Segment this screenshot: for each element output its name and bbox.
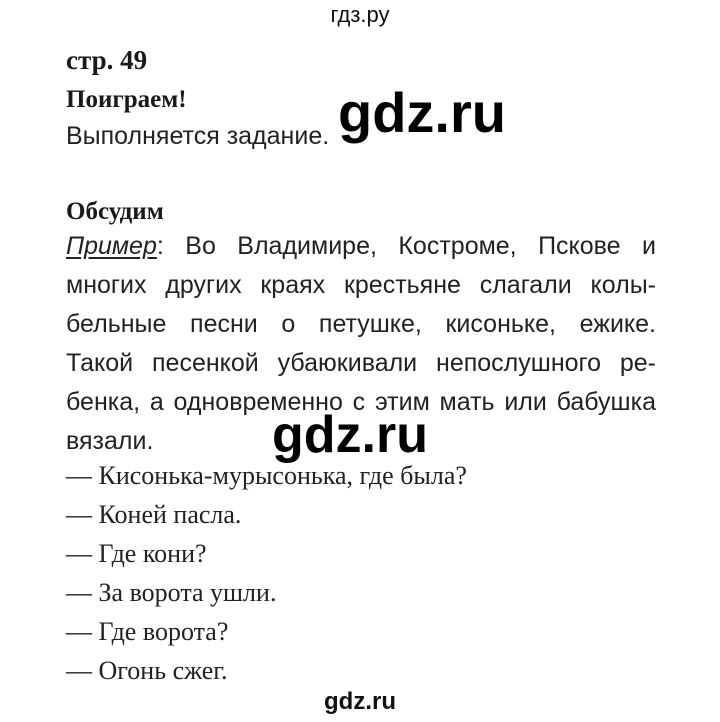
paragraph-line-1-text: : Во Владимире, Костроме, Пскове и: [156, 232, 656, 260]
paragraph-line-2: многих других краях крестьяне слагали колы-: [66, 271, 656, 299]
dialogue-line: — Коней пасла.: [66, 500, 242, 529]
dialogue-line: — За ворота ушли.: [66, 578, 277, 607]
dialogue-line: — Кисонька-мурысонька, где была?: [66, 461, 467, 490]
dialogue-line: — Где ворота?: [66, 617, 229, 646]
section-heading-discuss: Обсудим: [66, 198, 164, 225]
watermark-top: gdz.ru: [338, 81, 506, 144]
paragraph-line-1: [66, 232, 656, 261]
section-heading-play: Поиграем!: [66, 86, 187, 113]
dialogue-line: — Где кони?: [66, 539, 207, 568]
dialogue-line: — Огонь сжег.: [66, 656, 228, 685]
example-label: Пример: [66, 232, 157, 260]
paragraph-line-4: Такой песенкой убаюкивали непослушного ре-: [66, 349, 656, 377]
watermark-middle: gdz.ru: [272, 406, 428, 464]
page-number: стр. 49: [66, 45, 148, 75]
section-text-task: Выполняется задание.: [66, 122, 330, 150]
watermark-footer: gdz.ru: [324, 688, 396, 715]
paragraph-line-6: вязали.: [66, 427, 154, 455]
paragraph-line-5: бенка, а одновременно с этим мать или бабушка: [66, 388, 656, 416]
paragraph-line-3: бельные песни о петушке, кисоньке, ежике.: [66, 310, 656, 338]
site-header-title: гдз.ру: [330, 2, 390, 27]
